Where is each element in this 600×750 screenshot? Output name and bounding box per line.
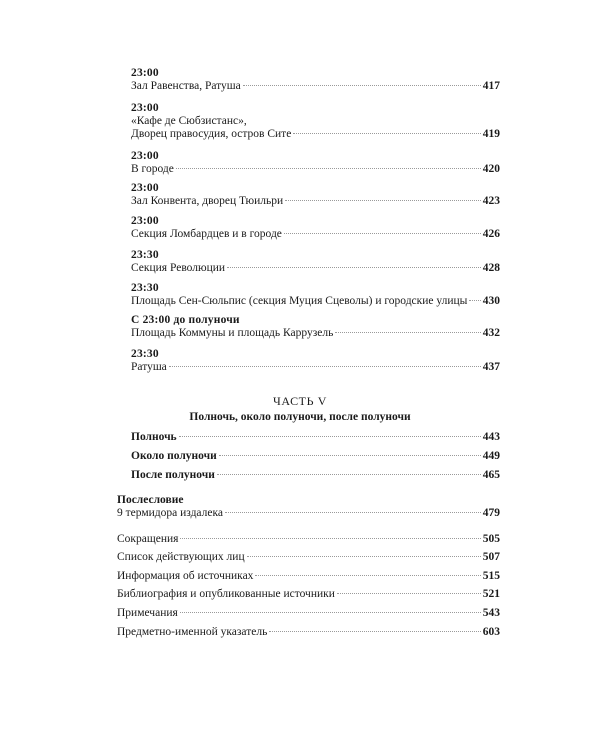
- entry-page: 479: [482, 507, 500, 519]
- toc-entry[interactable]: [131, 469, 500, 482]
- entry-page: 507: [482, 551, 500, 563]
- entry-title: Зал Равенства, Ратуша: [131, 80, 241, 92]
- entry-page: 543: [482, 607, 500, 619]
- toc-entry[interactable]: [131, 182, 500, 208]
- entry-line: [131, 195, 500, 208]
- entry-title: Дворец правосудия, остров Сите: [131, 128, 292, 140]
- dot-leader: [227, 267, 481, 268]
- toc-entry[interactable]: [131, 314, 500, 340]
- entry-title: После полуночи: [131, 469, 215, 481]
- entry-page: 443: [482, 431, 500, 443]
- entry-line: [117, 551, 500, 564]
- toc-entry[interactable]: [117, 626, 500, 639]
- entry-time: 23:30: [131, 282, 159, 294]
- entry-title: Ратуша: [131, 361, 167, 373]
- toc-entry[interactable]: [131, 450, 500, 463]
- entry-page: 603: [482, 626, 500, 638]
- entry-line: [131, 295, 500, 308]
- dot-leader: [179, 436, 481, 437]
- entry-page: 423: [482, 195, 500, 207]
- entry-page: 430: [482, 295, 500, 307]
- dot-leader: [176, 168, 481, 169]
- entry-page: 419: [482, 128, 500, 140]
- entry-time: 23:00: [131, 67, 159, 79]
- toc-entry[interactable]: [117, 551, 500, 564]
- dot-leader: [335, 332, 480, 333]
- toc-entry[interactable]: [131, 215, 500, 241]
- entry-line: [131, 469, 500, 482]
- entry-title: 9 термидора издалека: [117, 507, 223, 519]
- entry-line: [131, 163, 500, 176]
- entry-title: Предметно-именной указатель: [117, 626, 268, 638]
- entry-page: 521: [482, 588, 500, 600]
- entry-title: Сокращения: [117, 533, 179, 545]
- dot-leader: [225, 512, 481, 513]
- dot-leader: [243, 85, 481, 86]
- dot-leader: [219, 455, 481, 456]
- entry-title: Список действующих лиц: [117, 551, 245, 563]
- dot-leader: [255, 575, 480, 576]
- toc-entry[interactable]: [117, 588, 500, 601]
- entry-page: 417: [482, 80, 500, 92]
- entry-line: [117, 570, 500, 583]
- toc-entry[interactable]: [117, 570, 500, 583]
- dot-leader: [337, 593, 481, 594]
- entry-line: [131, 228, 500, 241]
- entry-title: Площадь Коммуны и площадь Каррузель: [131, 327, 334, 339]
- entry-title: В городе: [131, 163, 174, 175]
- entry-page: 426: [482, 228, 500, 240]
- toc-entry[interactable]: [131, 150, 500, 176]
- entry-page: 515: [482, 570, 500, 582]
- dot-leader: [247, 556, 481, 557]
- entry-time: 23:00: [131, 102, 159, 114]
- entry-line: [131, 361, 500, 374]
- dot-leader: [285, 200, 481, 201]
- entry-title: Полночь: [131, 431, 177, 443]
- afterword-heading: Послесловие: [117, 494, 184, 506]
- entry-line: [117, 607, 500, 620]
- toc-entry[interactable]: [131, 249, 500, 275]
- dot-leader: [293, 133, 480, 134]
- entry-time: 23:00: [131, 150, 159, 162]
- toc-entry[interactable]: [131, 282, 500, 308]
- toc-entry[interactable]: [131, 348, 500, 374]
- toc-entry[interactable]: [131, 431, 500, 444]
- part-title: ЧАСТЬ V: [273, 394, 327, 408]
- entry-line: [117, 507, 500, 520]
- entry-title: Секция Революции: [131, 262, 226, 274]
- toc-entry[interactable]: [131, 67, 500, 93]
- entry-line: [117, 626, 500, 639]
- toc-entry[interactable]: [131, 102, 500, 141]
- entry-title: Площадь Сен-Сюльпис (секция Муция Сцеволы) и городские улицы: [131, 295, 468, 307]
- entry-title: Около полуночи: [131, 450, 217, 462]
- entry-title: Информация об источниках: [117, 570, 254, 582]
- entry-title: Библиография и опубликованные источники: [117, 588, 335, 600]
- dot-leader: [217, 474, 481, 475]
- entry-line: [117, 533, 500, 546]
- entry-line: [131, 128, 500, 141]
- entry-page: 432: [482, 327, 500, 339]
- entry-page: 420: [482, 163, 500, 175]
- entry-page: 505: [482, 533, 500, 545]
- dot-leader: [180, 538, 480, 539]
- entry-time: 23:30: [131, 249, 159, 261]
- entry-line: [117, 588, 500, 601]
- entry-time: С 23:00 до полуночи: [131, 314, 240, 326]
- dot-leader: [180, 612, 481, 613]
- toc-entry[interactable]: [117, 494, 500, 520]
- dot-leader: [284, 233, 481, 234]
- entry-line: [131, 450, 500, 463]
- entry-line: [131, 80, 500, 93]
- part-subtitle: Полночь, около полуночи, после полуночи: [189, 411, 411, 423]
- entry-page: 437: [482, 361, 500, 373]
- dot-leader: [169, 366, 481, 367]
- entry-line: [131, 262, 500, 275]
- entry-title: Примечания: [117, 607, 178, 619]
- entry-time: 23:00: [131, 182, 159, 194]
- entry-title-line1: «Кафе де Сюбзистанс»,: [131, 115, 247, 127]
- entry-page: 449: [482, 450, 500, 462]
- entry-line: [131, 431, 500, 444]
- entry-page: 465: [482, 469, 500, 481]
- entry-title: Секция Ломбардцев и в городе: [131, 228, 282, 240]
- entry-title: Зал Конвента, дворец Тюильри: [131, 195, 284, 207]
- dot-leader: [469, 300, 480, 301]
- entry-time: 23:30: [131, 348, 159, 360]
- entry-page: 428: [482, 262, 500, 274]
- toc-entry[interactable]: [117, 607, 500, 620]
- entry-line: [131, 327, 500, 340]
- dot-leader: [269, 631, 480, 632]
- entry-time: 23:00: [131, 215, 159, 227]
- toc-entry[interactable]: [117, 533, 500, 546]
